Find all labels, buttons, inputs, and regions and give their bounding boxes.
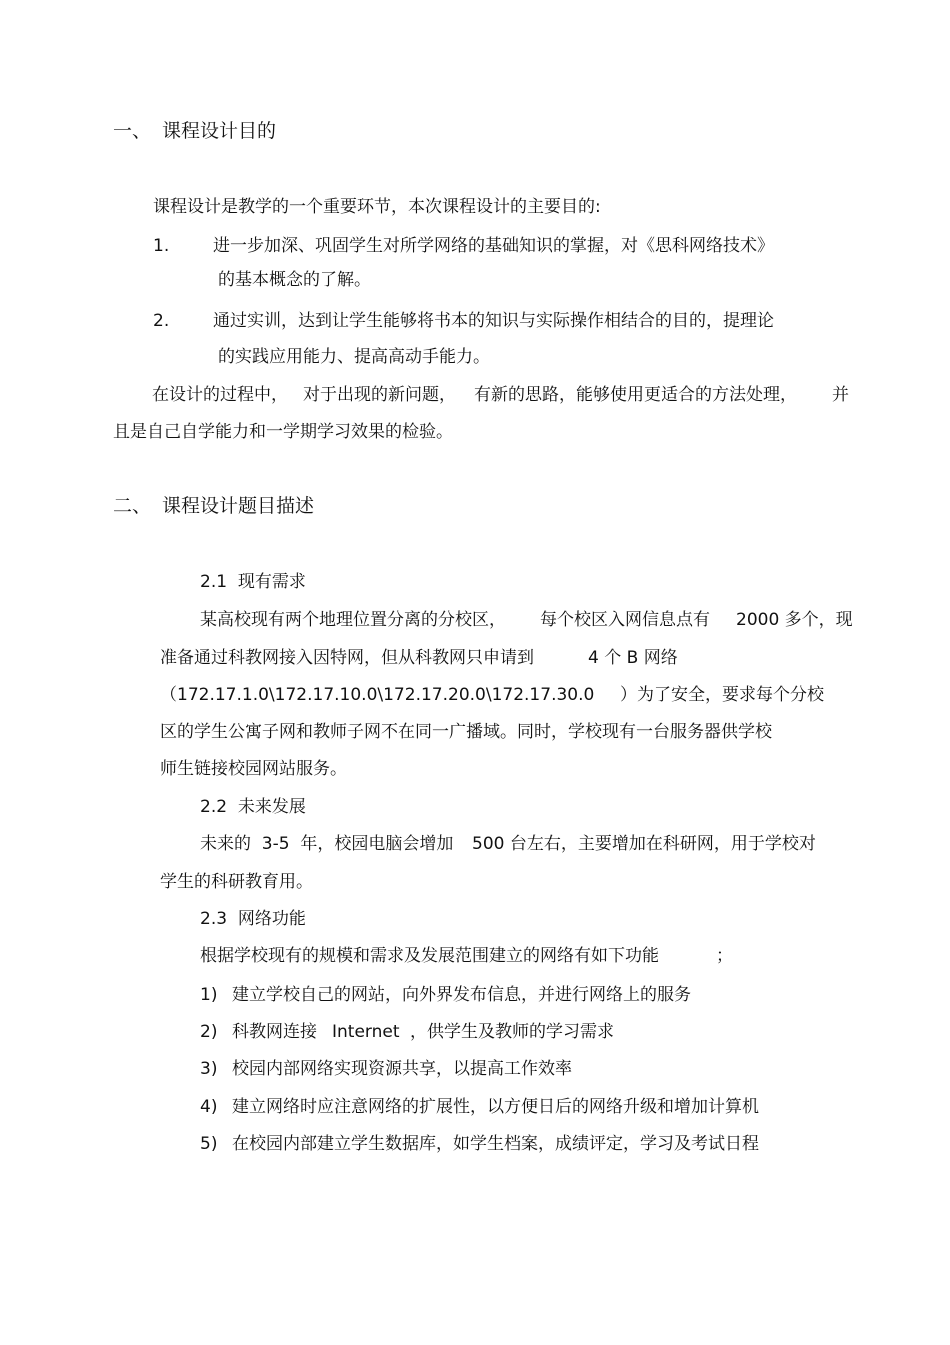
function-item-text: Internet	[332, 1022, 400, 1042]
paragraph-fragment: 500 台左右，主要增加在科研网，用于学校对	[472, 834, 816, 854]
paragraph-fragment: ；	[716, 946, 733, 966]
section-1-intro: 课程设计是教学的一个重要环节，本次课程设计的主要目的:	[153, 197, 601, 217]
paragraph-fragment: 在设计的过程中，	[152, 385, 288, 405]
function-item-text: 科教网连接	[232, 1022, 317, 1042]
list-item-text: 进一步加深、巩固学生对所学网络的基础知识的掌握，对《思科网络技术》	[213, 236, 774, 256]
paragraph-fragment: 4 个 B 网络	[588, 648, 678, 668]
subsection-2-1-heading: 2.1 现有需求	[200, 572, 306, 592]
function-item-number: 1)	[200, 985, 218, 1005]
function-item-text: 校园内部网络实现资源共享，以提高工作效率	[232, 1059, 572, 1079]
subsection-2-3-heading: 2.3 网络功能	[200, 909, 306, 929]
section-2-number: 二、	[113, 495, 152, 517]
function-item-text: ，供学生及教师的学习需求	[410, 1022, 614, 1042]
paragraph-line: 师生链接校园网站服务。	[160, 759, 347, 779]
paragraph-fragment: 有新的思路，能够使用更适合的方法处理，	[474, 385, 797, 405]
section-2-title: 课程设计题目描述	[162, 495, 315, 517]
function-item-text: 建立网络时应注意网络的扩展性，以方便日后的网络升级和增加计算机	[232, 1097, 759, 1117]
paragraph-line: 区的学生公寓子网和教师子网不在同一广播域。同时，学校现有一台服务器供学校	[160, 722, 772, 742]
function-item-number: 4)	[200, 1097, 218, 1117]
paragraph-fragment: ）为了安全，要求每个分校	[620, 685, 824, 705]
function-item-number: 3)	[200, 1059, 218, 1079]
paragraph-fragment: 某高校现有两个地理位置分离的分校区，	[200, 610, 506, 630]
paragraph-fragment: 每个校区入网信息点有	[540, 610, 710, 630]
function-item-number: 2)	[200, 1022, 218, 1042]
list-item-number: 2.	[153, 311, 170, 331]
function-item-number: 5)	[200, 1134, 218, 1154]
section-1-title: 课程设计目的	[162, 120, 277, 142]
subsection-2-2-heading: 2.2 未来发展	[200, 797, 306, 817]
function-item-text: 建立学校自己的网站，向外界发布信息，并进行网络上的服务	[232, 985, 691, 1005]
section-1-number: 一、	[113, 120, 152, 142]
list-item-text-continued: 的基本概念的了解。	[218, 270, 371, 290]
paragraph-fragment: 2000 多个，现	[736, 610, 853, 630]
paragraph-fragment: 根据学校现有的规模和需求及发展范围建立的网络有如下功能	[200, 946, 659, 966]
paragraph-fragment: 未来的 3-5 年，校园电脑会增加	[200, 834, 454, 854]
ip-address-list: （172.17.1.0\172.17.10.0\172.17.20.0\172.17.30.0	[160, 685, 595, 705]
paragraph-fragment: 准备通过科教网接入因特网，但从科教网只申请到	[160, 648, 534, 668]
paragraph-line: 学生的科研教育用。	[160, 872, 313, 892]
paragraph-fragment: 对于出现的新问题，	[303, 385, 456, 405]
paragraph-fragment: 并	[832, 385, 849, 405]
function-item-text: 在校园内部建立学生数据库，如学生档案，成绩评定，学习及考试日程	[232, 1134, 759, 1154]
list-item-text-continued: 的实践应用能力、提高高动手能力。	[218, 347, 490, 367]
list-item-text: 通过实训，达到让学生能够将书本的知识与实际操作相结合的目的，提理论	[213, 311, 774, 331]
paragraph-line: 且是自己自学能力和一学期学习效果的检验。	[113, 422, 453, 442]
list-item-number: 1.	[153, 236, 170, 256]
